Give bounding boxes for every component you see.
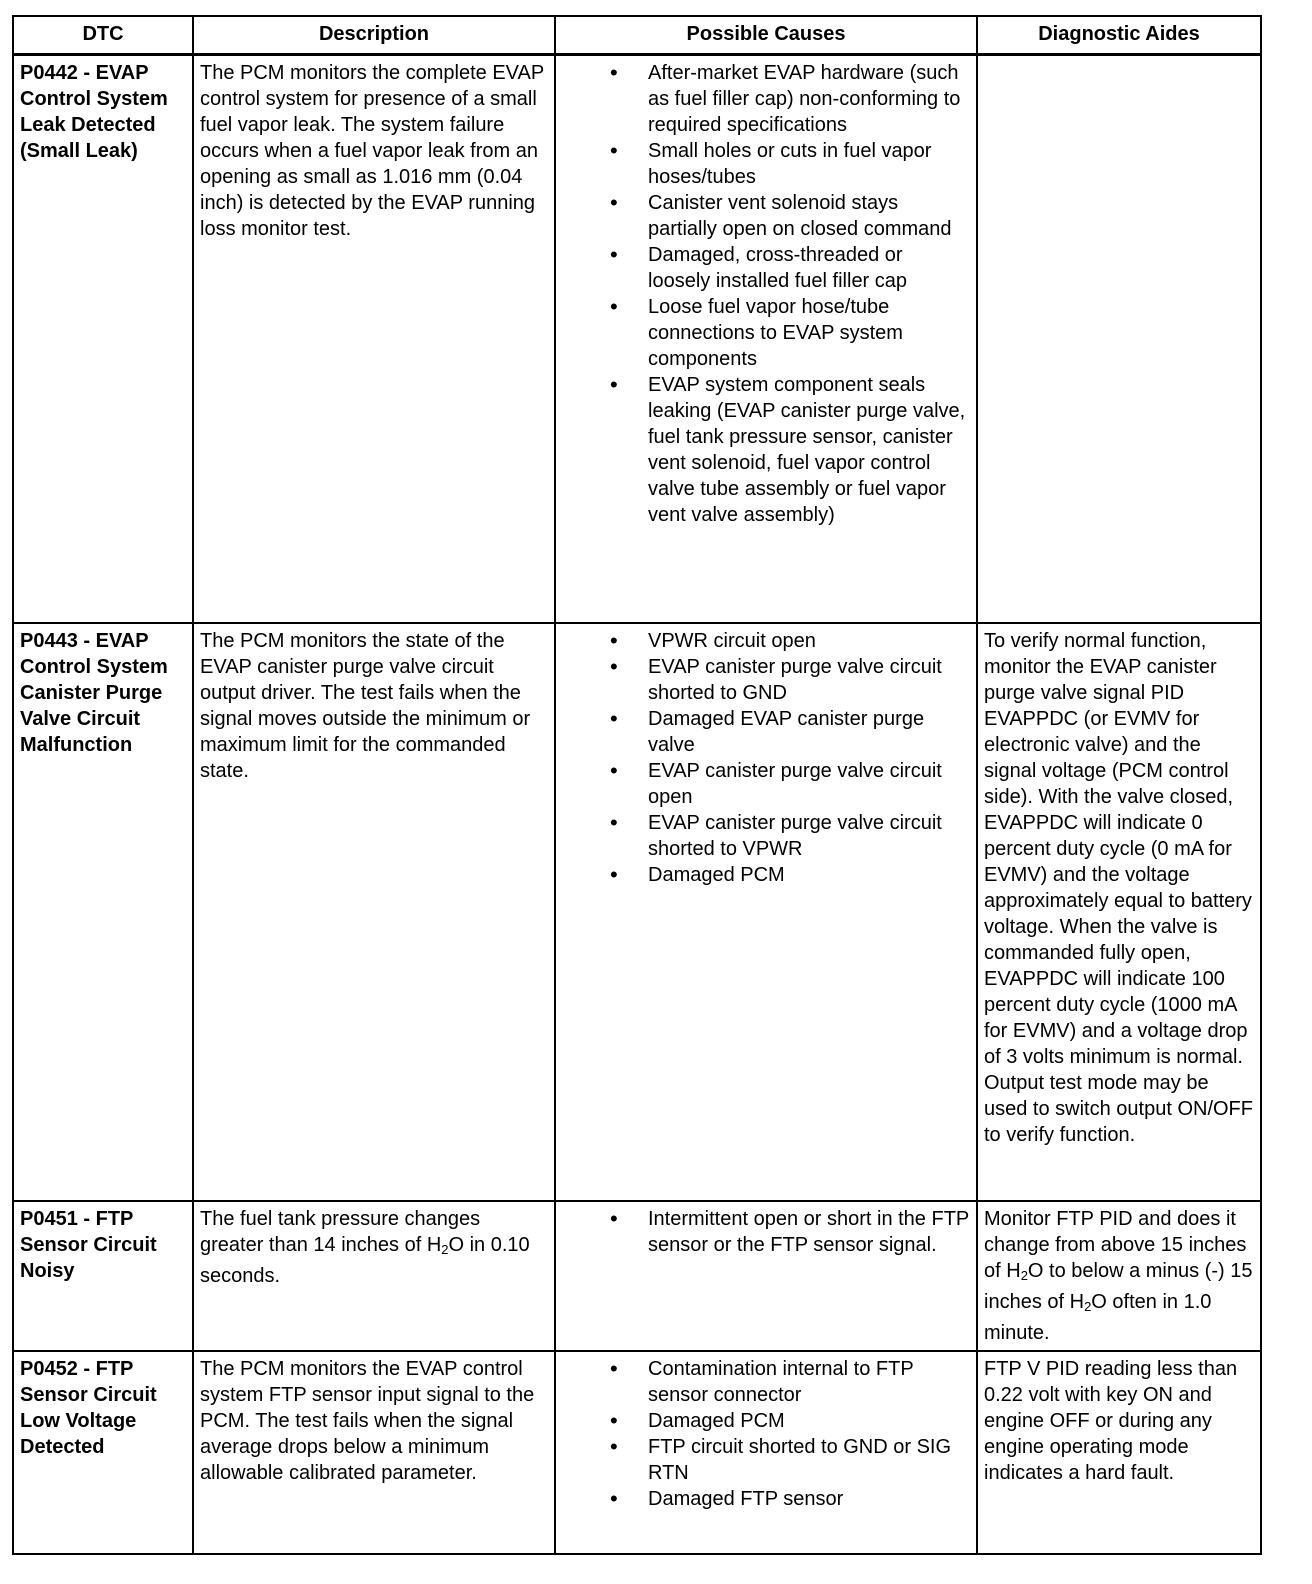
cause-item: • Intermittent open or short in the FTP sensor or the FTP sensor signal. xyxy=(562,1206,970,1258)
cause-item: • Damaged PCM xyxy=(562,862,970,888)
cause-item: • EVAP system component seals leaking (EVAP canister purge valve, fuel tank pressure sensor, canister vent solenoid, fuel vapor control valve tube assembly or fuel vapor vent valve assembly) xyxy=(562,372,970,528)
cause-item: • Loose fuel vapor hose/tube connections to EVAP system components xyxy=(562,294,970,372)
header-possible-causes: Possible Causes xyxy=(555,16,977,55)
description-cell: The PCM monitors the state of the EVAP canister purge valve circuit output driver. The test fails when the signal moves outside the minimum or maximum limit for the commanded state. xyxy=(193,623,555,1201)
table-row xyxy=(13,623,1261,1201)
causes-cell xyxy=(555,623,977,1201)
description-cell: The PCM monitors the complete EVAP control system for presence of a small fuel vapor leak. The system failure occurs when a fuel vapor leak from an opening as small as 1.016 mm (0.04 inch) is detected by the EVAP running loss monitor test. xyxy=(193,55,555,623)
cause-item: • EVAP canister purge valve circuit open xyxy=(562,758,970,810)
cause-item: • EVAP canister purge valve circuit shorted to GND xyxy=(562,654,970,706)
subscript: 2 xyxy=(441,1241,449,1257)
dtc-code: P0442 - EVAP Control System Leak Detected (Small Leak) xyxy=(13,55,193,623)
cause-item: • Small holes or cuts in fuel vapor hoses/tubes xyxy=(562,138,970,190)
causes-cell xyxy=(555,1351,977,1555)
header-row xyxy=(13,16,1261,55)
subscript: 2 xyxy=(1020,1267,1028,1283)
cause-list xyxy=(562,1356,970,1512)
description-text: O in 0.10 seconds. xyxy=(200,1233,530,1287)
cause-item: • VPWR circuit open xyxy=(562,628,970,654)
dtc-code: P0443 - EVAP Control System Canister Purge Valve Circuit Malfunction xyxy=(13,623,193,1201)
aides-cell xyxy=(977,55,1261,623)
aides-cell xyxy=(977,1201,1261,1351)
table-row xyxy=(13,1201,1261,1351)
description-cell xyxy=(193,1201,555,1351)
aides-cell: To verify normal function, monitor the EVAP canister purge valve signal PID EVAPPDC (or EVMV for electronic valve) and the signal voltage (PCM control side). With the valve closed, EVAPPDC will indicate 0 percent duty cycle (0 mA for EVMV) and the voltage approximately equal to battery voltage. When the valve is commanded fully open, EVAPPDC will indicate 100 percent duty cycle (1000 mA for EVMV) and a voltage drop of 3 volts minimum is normal. Output test mode may be used to switch output ON/OFF to verify function. xyxy=(977,623,1261,1201)
header-description: Description xyxy=(193,16,555,55)
cause-item: • Damaged FTP sensor xyxy=(562,1486,970,1512)
cause-item: • Canister vent solenoid stays partially open on closed command xyxy=(562,190,970,242)
header-dtc: DTC xyxy=(13,16,193,55)
dtc-table xyxy=(12,15,1262,1555)
cause-item: • Damaged, cross-threaded or loosely installed fuel filler cap xyxy=(562,242,970,294)
cause-item: • EVAP canister purge valve circuit shorted to VPWR xyxy=(562,810,970,862)
dtc-code: P0451 - FTP Sensor Circuit Noisy xyxy=(13,1201,193,1351)
description-cell: The PCM monitors the EVAP control system FTP sensor input signal to the PCM. The test fails when the signal average drops below a minimum allowable calibrated parameter. xyxy=(193,1351,555,1555)
cause-list xyxy=(562,1206,970,1258)
causes-cell xyxy=(555,55,977,623)
subscript: 2 xyxy=(1084,1298,1092,1314)
aides-text: O often in 1.0 minute. xyxy=(984,1290,1212,1344)
description-text: The fuel tank pressure changes greater than 14 inches of H xyxy=(200,1207,481,1256)
dtc-code: P0452 - FTP Sensor Circuit Low Voltage Detected xyxy=(13,1351,193,1555)
aides-text: Monitor FTP PID and does it change from above 15 inches of H xyxy=(984,1207,1247,1282)
table-row xyxy=(13,1351,1261,1555)
causes-cell xyxy=(555,1201,977,1351)
cause-item: • After-market EVAP hardware (such as fuel filler cap) non-conforming to required specifications xyxy=(562,60,970,138)
cause-list xyxy=(562,628,970,888)
cause-item: • Damaged PCM xyxy=(562,1408,970,1434)
cause-item: • FTP circuit shorted to GND or SIG RTN xyxy=(562,1434,970,1486)
table-row xyxy=(13,55,1261,623)
cause-item: • Damaged EVAP canister purge valve xyxy=(562,706,970,758)
cause-list xyxy=(562,60,970,528)
aides-text: O to below a minus (-) 15 inches of H xyxy=(984,1259,1253,1313)
aides-cell: FTP V PID reading less than 0.22 volt with key ON and engine OFF or during any engine operating mode indicates a hard fault. xyxy=(977,1351,1261,1555)
header-diagnostic-aides: Diagnostic Aides xyxy=(977,16,1261,55)
cause-item: • Contamination internal to FTP sensor connector xyxy=(562,1356,970,1408)
